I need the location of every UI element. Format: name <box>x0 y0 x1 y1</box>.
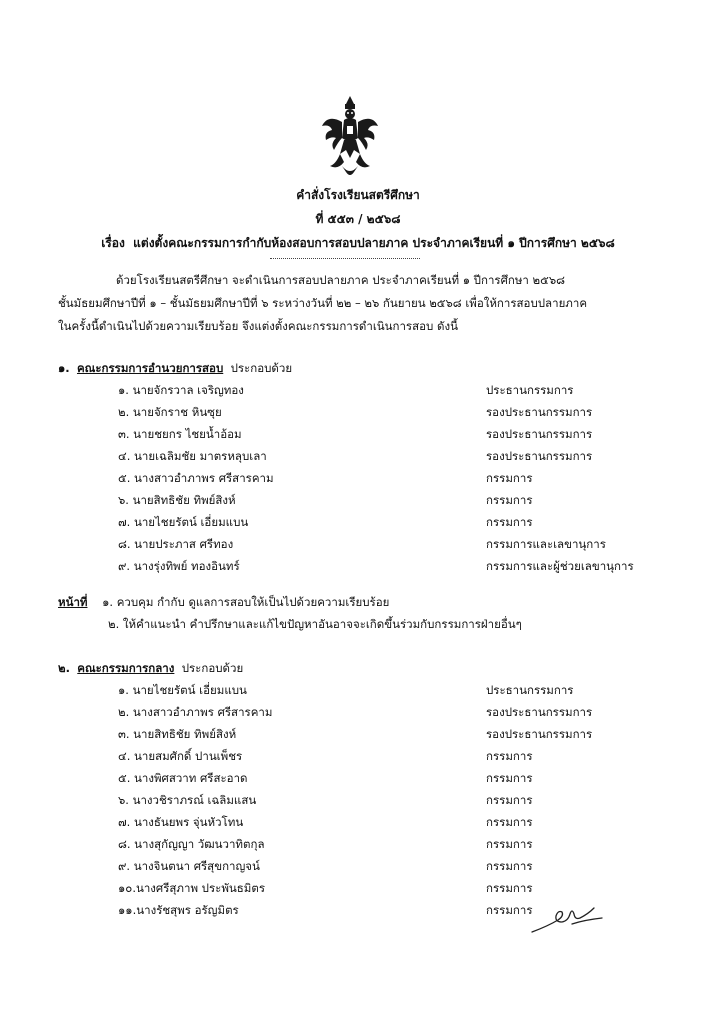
duties-line-1 <box>58 594 389 612</box>
member-role: กรรมการ <box>486 903 533 917</box>
member-role: กรรมการและผู้ช่วยเลขานุการ <box>486 559 634 573</box>
intro-line-3: ในครั้งนี้ดำเนินไปด้วยความเรียบร้อย จึงแต่งตั้งคณะกรรมการดำเนินการสอบ ดังนี้ <box>58 319 458 333</box>
member-role: รองประธานกรรมการ <box>486 405 593 419</box>
member-name: ๒. นางสาวอำภาพร ศรีสารคาม <box>118 705 273 719</box>
section-title: คณะกรรมการอำนวยการสอบ <box>76 361 224 375</box>
member-name: ๘. นางสุกัญญา วัฒนวาทิตกุล <box>118 837 265 851</box>
subject-label: เรื่อง <box>101 236 125 250</box>
dotted-divider <box>270 258 420 259</box>
member-role: กรรมการ <box>486 515 533 529</box>
section-number: ๒. <box>58 661 70 675</box>
member-name: ๙. นางรุ่งทิพย์ ทองอินทร์ <box>118 559 240 573</box>
member-role: รองประธานกรรมการ <box>486 727 593 741</box>
member-name: ๗. นายไชยรัตน์ เอี่ยมแบน <box>118 515 249 529</box>
member-name: ๑. นายไชยรัตน์ เอี่ยมแบน <box>118 683 247 697</box>
intro-line-2: ชั้นมัธยมศึกษาปีที่ ๑ – ชั้นมัธยมศึกษาปีที่ ๖ ระหว่างวันที่ ๒๒ – ๒๖ กันยายน ๒๕๖๘ เพื่อให้การสอบปลายภาค <box>58 296 588 310</box>
member-name: ๒. นายจักราช หินซุย <box>118 405 222 419</box>
member-role: กรรมการ <box>486 815 533 829</box>
member-name: ๑๐.นางศรีสุภาพ ประพันธมิตร <box>118 881 266 895</box>
section-heading <box>58 360 292 378</box>
member-role: รองประธานกรรมการ <box>486 427 593 441</box>
section-number: ๑. <box>58 361 70 375</box>
member-name: ๕. นางพิศสวาท ศรีสะอาด <box>118 771 248 785</box>
member-name: ๖. นายสิทธิชัย ทิพย์สิงห์ <box>118 493 236 507</box>
order-issuer: คำสั่งโรงเรียนสตรีศึกษา <box>296 188 420 202</box>
member-role: กรรมการ <box>486 493 533 507</box>
member-role: กรรมการ <box>486 749 533 763</box>
duty-item: ๑. ควบคุม กำกับ ดูแลการสอบให้เป็นไปด้วยความเรียบร้อย <box>102 595 390 609</box>
member-name: ๔. นายสมศักดิ์ ปานเพ็ชร <box>118 749 243 763</box>
section-suffix: ประกอบด้วย <box>230 361 293 375</box>
member-name: ๔. นายเฉลิมชัย มาตรหลุบเลา <box>118 449 267 463</box>
subject-text: แต่งตั้งคณะกรรมการกำกับห้องสอบการสอบปลายภาค ประจำภาคเรียนที่ ๑ ปีการศึกษา ๒๕๖๘ <box>133 236 615 250</box>
garuda-emblem-icon <box>318 92 382 180</box>
duties-label: หน้าที่ <box>58 595 88 609</box>
intro-line-1: ด้วยโรงเรียนสตรีศึกษา จะดำเนินการสอบปลายภาค ประจำภาคเรียนที่ ๑ ปีการศึกษา ๒๕๖๘ <box>116 273 565 287</box>
member-role: รองประธานกรรมการ <box>486 449 593 463</box>
member-role: กรรมการ <box>486 771 533 785</box>
member-role: ประธานกรรมการ <box>486 383 574 397</box>
member-name: ๙. นางจินตนา ศรีสุขกาญจน์ <box>118 859 260 873</box>
member-name: ๓. นายสิทธิชัย ทิพย์สิงห์ <box>118 727 237 741</box>
member-role: กรรมการ <box>486 793 533 807</box>
member-role: กรรมการและเลขานุการ <box>486 537 606 551</box>
member-name: ๑๑.นางรัชสุพร อรัญมิตร <box>118 903 239 917</box>
member-role: กรรมการ <box>486 837 533 851</box>
member-name: ๖. นางวชิราภรณ์ เฉลิมแสน <box>118 793 257 807</box>
member-role: กรรมการ <box>486 859 533 873</box>
order-subject <box>0 234 716 253</box>
order-number: ที่ ๕๕๓ / ๒๕๖๘ <box>315 212 401 226</box>
member-role: ประธานกรรมการ <box>486 683 574 697</box>
member-name: ๑. นายจักรวาล เจริญทอง <box>118 383 244 397</box>
member-role: กรรมการ <box>486 881 533 895</box>
duty-item: ๒. ให้คำแนะนำ คำปรึกษาและแก้ไขปัญหาอันอาจจะเกิดขึ้นร่วมกับกรรมการฝ่ายอื่นๆ <box>108 617 522 631</box>
member-name: ๕. นางสาวอำภาพร ศรีสารคาม <box>118 471 274 485</box>
signature-icon <box>528 900 608 936</box>
member-name: ๘. นายประภาส ศรีทอง <box>118 537 234 551</box>
section-title: คณะกรรมการกลาง <box>77 661 175 675</box>
section-suffix: ประกอบด้วย <box>181 661 244 675</box>
member-name: ๗. นางธันยพร จุ่นหัวโทน <box>118 815 244 829</box>
member-role: รองประธานกรรมการ <box>486 705 593 719</box>
member-name: ๓. นายชยกร ไชยน้ำอ้อม <box>118 427 242 441</box>
section-heading <box>58 660 243 678</box>
member-role: กรรมการ <box>486 471 533 485</box>
